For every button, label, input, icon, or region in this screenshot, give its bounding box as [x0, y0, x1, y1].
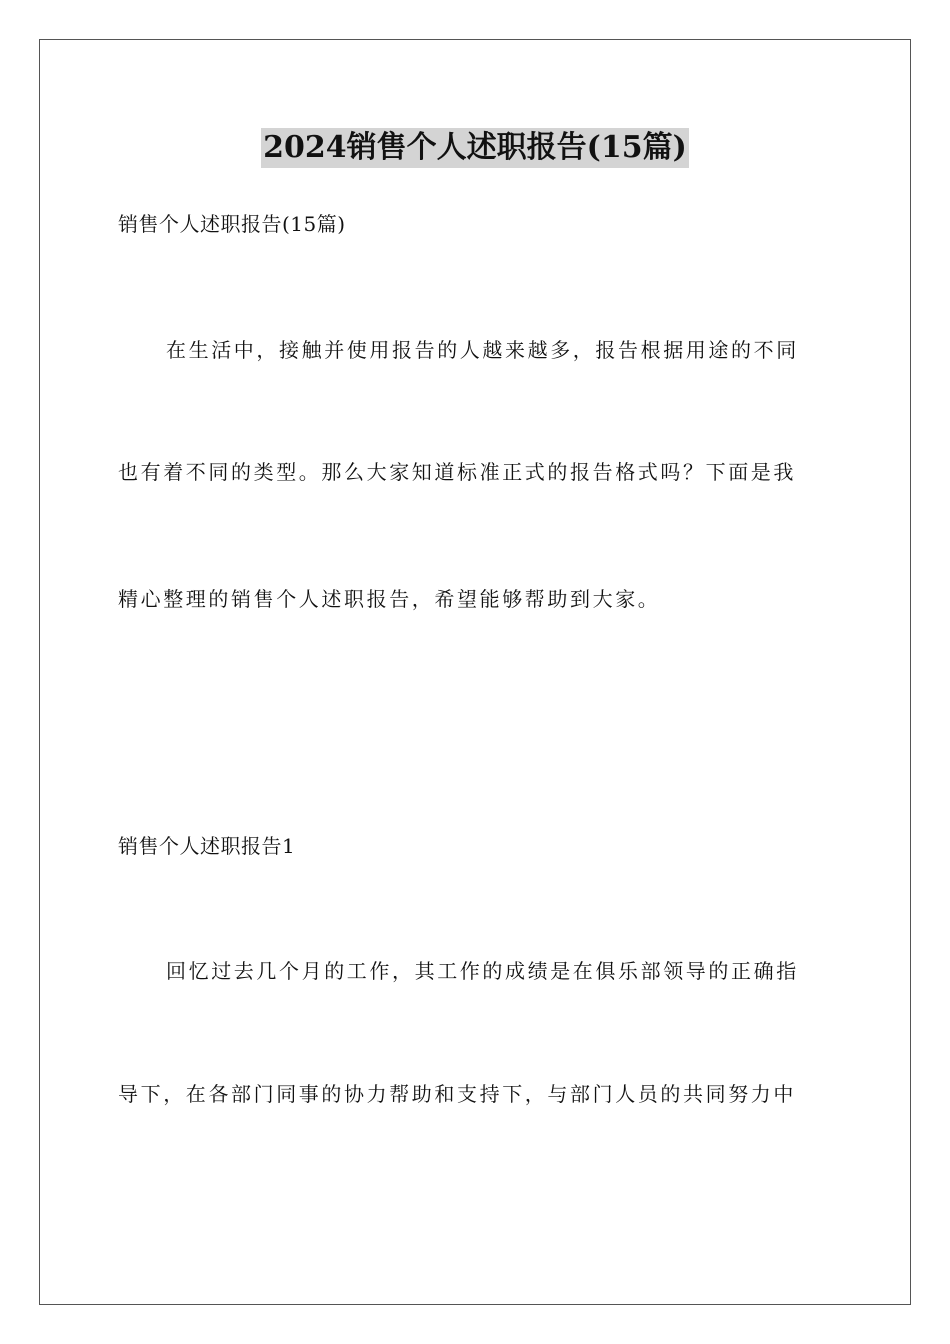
section-paragraph-line-2: 导下，在各部门同事的协力帮助和支持下，与部门人员的共同努力中 — [118, 1082, 796, 1106]
title-container — [0, 128, 950, 168]
section-heading: 销售个人述职报告1 — [118, 834, 296, 858]
intro-paragraph-line-2: 也有着不同的类型。那么大家知道标准正式的报告格式吗？下面是我 — [118, 460, 796, 484]
document-title: 2024销售个人述职报告(15篇) — [261, 128, 689, 168]
document-subtitle: 销售个人述职报告(15篇) — [118, 212, 346, 236]
section-paragraph-line-1: 回忆过去几个月的工作，其工作的成绩是在俱乐部领导的正确指 — [166, 959, 799, 983]
intro-paragraph-line-3: 精心整理的销售个人述职报告，希望能够帮助到大家。 — [118, 587, 661, 611]
intro-paragraph-line-1: 在生活中，接触并使用报告的人越来越多，报告根据用途的不同 — [166, 338, 799, 362]
